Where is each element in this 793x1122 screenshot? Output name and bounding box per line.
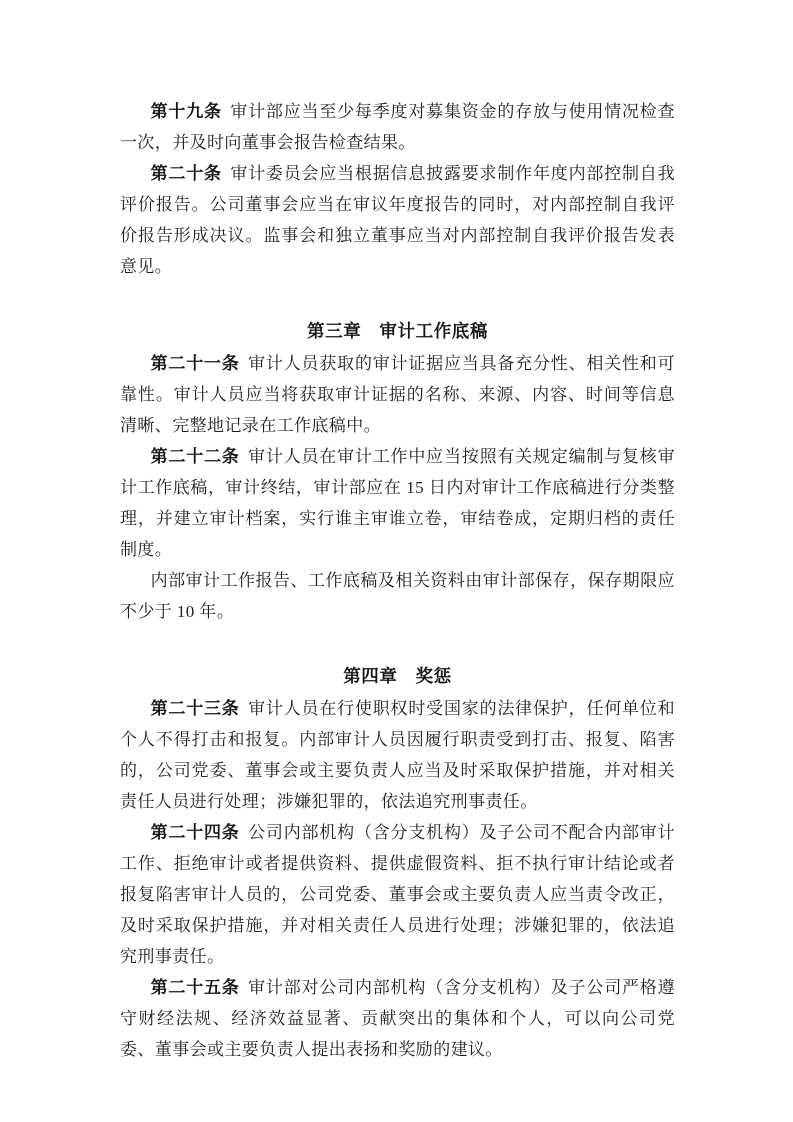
article-number: 第十九条 — [150, 102, 222, 121]
article-paragraph-22 — [120, 441, 675, 565]
chapter-heading-3: 第三章 审计工作底稿 — [307, 321, 488, 341]
article-paragraph-19 — [120, 96, 675, 158]
article-paragraph-23 — [120, 693, 675, 817]
article-paragraph-21 — [120, 348, 675, 441]
continuation-paragraph — [120, 565, 675, 627]
article-text: 公司内部机构（含分支机构）及子公司不配合内部审计工作、拒绝审计或者提供资料、提供虚假资料、拒不执行审计结论或者报复陷害审计人员的，公司党委、董事会或主要负责人应当责令改正，及时采取保护措施，并对相关责任人员进行处理；涉嫌犯罪的，依法追究刑事责任。 — [120, 823, 676, 966]
article-number: 第二十五条 — [150, 978, 240, 997]
article-text: 审计部应当至少每季度对募集资金的存放与使用情况检查一次，并及时向董事会报告检查结果。 — [120, 102, 675, 152]
article-number: 第二十二条 — [150, 447, 240, 466]
article-paragraph-25 — [120, 972, 675, 1065]
article-paragraph-20 — [120, 158, 675, 282]
article-number: 第二十四条 — [150, 823, 240, 842]
paragraph-text: 内部审计工作报告、工作底稿及相关资料由审计部保存，保存期限应不少于 10 年。 — [120, 571, 675, 621]
article-text: 审计人员在审计工作中应当按照有关规定编制与复核审计工作底稿，审计终结，审计部应在 15 日内对审计工作底稿进行分类整理，并建立审计档案，实行谁主审谁立卷，审结卷成，定期归档的责任制度。 — [120, 447, 676, 559]
article-paragraph-24 — [120, 817, 675, 972]
article-number: 第二十条 — [150, 164, 222, 183]
article-number: 第二十三条 — [150, 699, 240, 718]
article-text: 审计委员会应当根据信息披露要求制作年度内部控制自我评价报告。公司董事会应当在审议年度报告的同时，对内部控制自我评价报告形成决议。监事会和独立董事应当对内部控制自我评价报告发表意见。 — [120, 164, 675, 276]
article-text: 审计人员在行使职权时受国家的法律保护，任何单位和个人不得打击和报复。内部审计人员因履行职责受到打击、报复、陷害的，公司党委、董事会或主要负责人应当及时采取保护措施，并对相关责任人员进行处理；涉嫌犯罪的，依法追究刑事责任。 — [120, 699, 676, 811]
article-text: 审计人员获取的审计证据应当具备充分性、相关性和可靠性。审计人员应当将获取审计证据的名称、来源、内容、时间等信息清晰、完整地记录在工作底稿中。 — [120, 354, 676, 435]
chapter-heading-4: 第四章 奖惩 — [343, 666, 452, 686]
article-number: 第二十一条 — [150, 354, 240, 373]
article-text: 审计部对公司内部机构（含分支机构）及子公司严格遵守财经法规、经济效益显著、贡献突出的集体和个人，可以向公司党委、董事会或主要负责人提出表扬和奖励的建议。 — [120, 978, 676, 1059]
